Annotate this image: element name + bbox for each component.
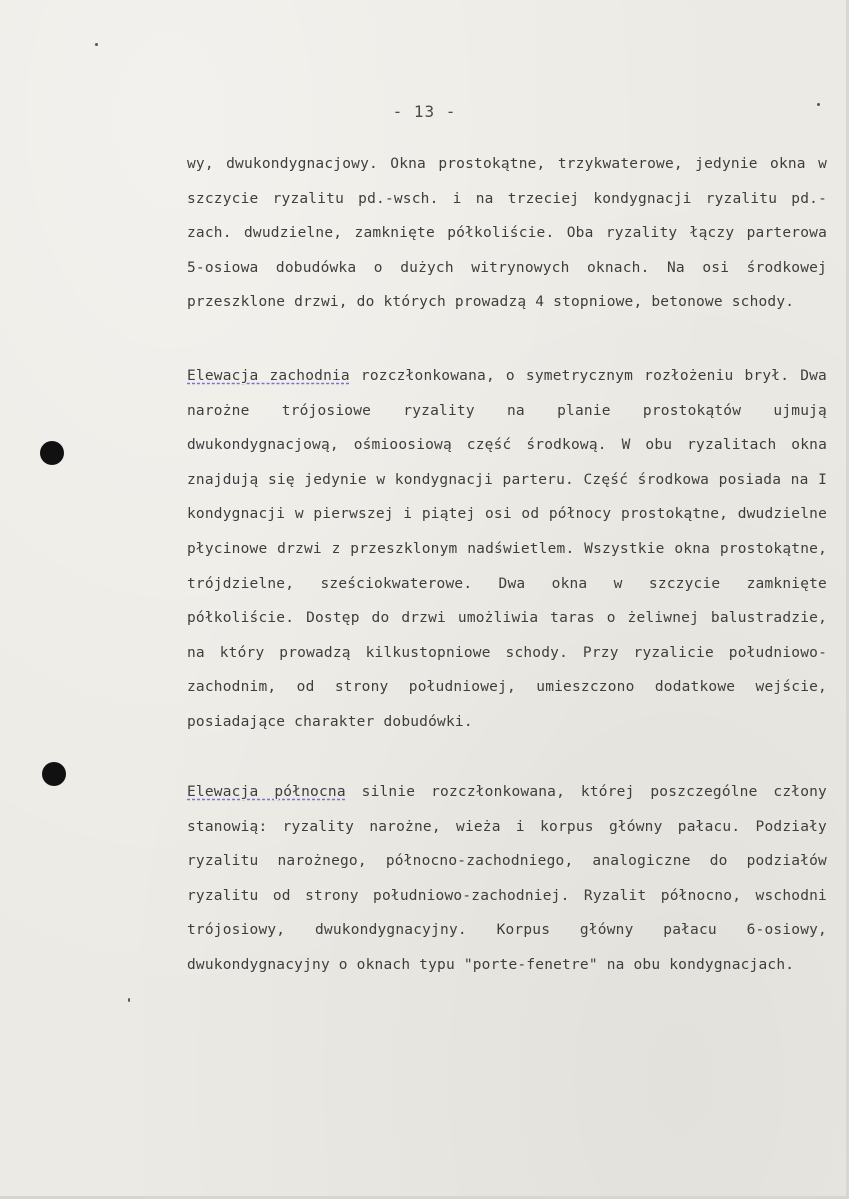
paragraph-text: silnie rozczłonkowana, której poszczególne człony stanowią: ryzality narożne, wieża i korpus główny pałacu. Podziały ryzalitu narożnego, północno-zachodniego, analogiczne do podziałów ryzalitu od strony południowo-zachodniej. Ryzalit północno, wschodni trójosiowy, dwukondygnacyjny. Korpus główny pałacu 6-osiowy, dwukondygnacyjny o oknach typu "porte-fenetre" na obu kondygnacjach. xyxy=(187,784,827,973)
paragraph-west-elevation xyxy=(187,359,827,740)
section-heading-north: Elewacja północna xyxy=(187,784,346,800)
paragraph-text: rozczłonkowana, o symetrycznym rozłożeniu brył. Dwa narożne trójosiowe ryzality na planie prostokątów ujmują dwukondygnacjową, ośmioosiową część środkową. W obu ryzalitach okna znajdują się jedynie w kondygnacji parteru. Część środkowa posiada na I kondygnacji w pierwszej i piątej osi od północy prostokątne, dwudzielne płycinowe drzwi z przeszklonym nadświetlem. Wszystkie okna prostokątne, trójdzielne, sześciokwaterowe. Dwa okna w szczycie zamknięte półkoliście. Dostęp do drzwi umożliwia taras o żeliwnej balustradzie, na który prowadzą kilkustopniowe schody. Przy ryzalicie południowo-zachodnim, od strony południowej, umieszczono dodatkowe wejście, posiadające charakter dobudówki. xyxy=(187,368,827,730)
ink-speck xyxy=(95,43,98,46)
page-number: - 13 - xyxy=(392,102,457,121)
paragraph-north-elevation xyxy=(187,775,827,983)
section-heading-west: Elewacja zachodnia xyxy=(187,368,350,384)
paragraph-text: wy, dwukondygnacjowy. Okna prostokątne, trzykwaterowe, jedynie okna w szczycie ryzalitu pd.-wsch. i na trzeciej kondygnacji ryzalitu pd.-zach. dwudzielne, zamknięte półkoliście. Oba ryzality łączy parterowa 5-osiowa dobudówka o dużych witrynowych oknach. Na osi środkowej przeszklone drzwi, do których prowadzą 4 stopniowe, betonowe schody. xyxy=(187,156,827,311)
punch-hole-top xyxy=(40,441,64,465)
paragraph-south-east-continuation xyxy=(187,147,827,320)
ink-speck xyxy=(128,998,130,1002)
punch-hole-bottom xyxy=(42,762,66,786)
